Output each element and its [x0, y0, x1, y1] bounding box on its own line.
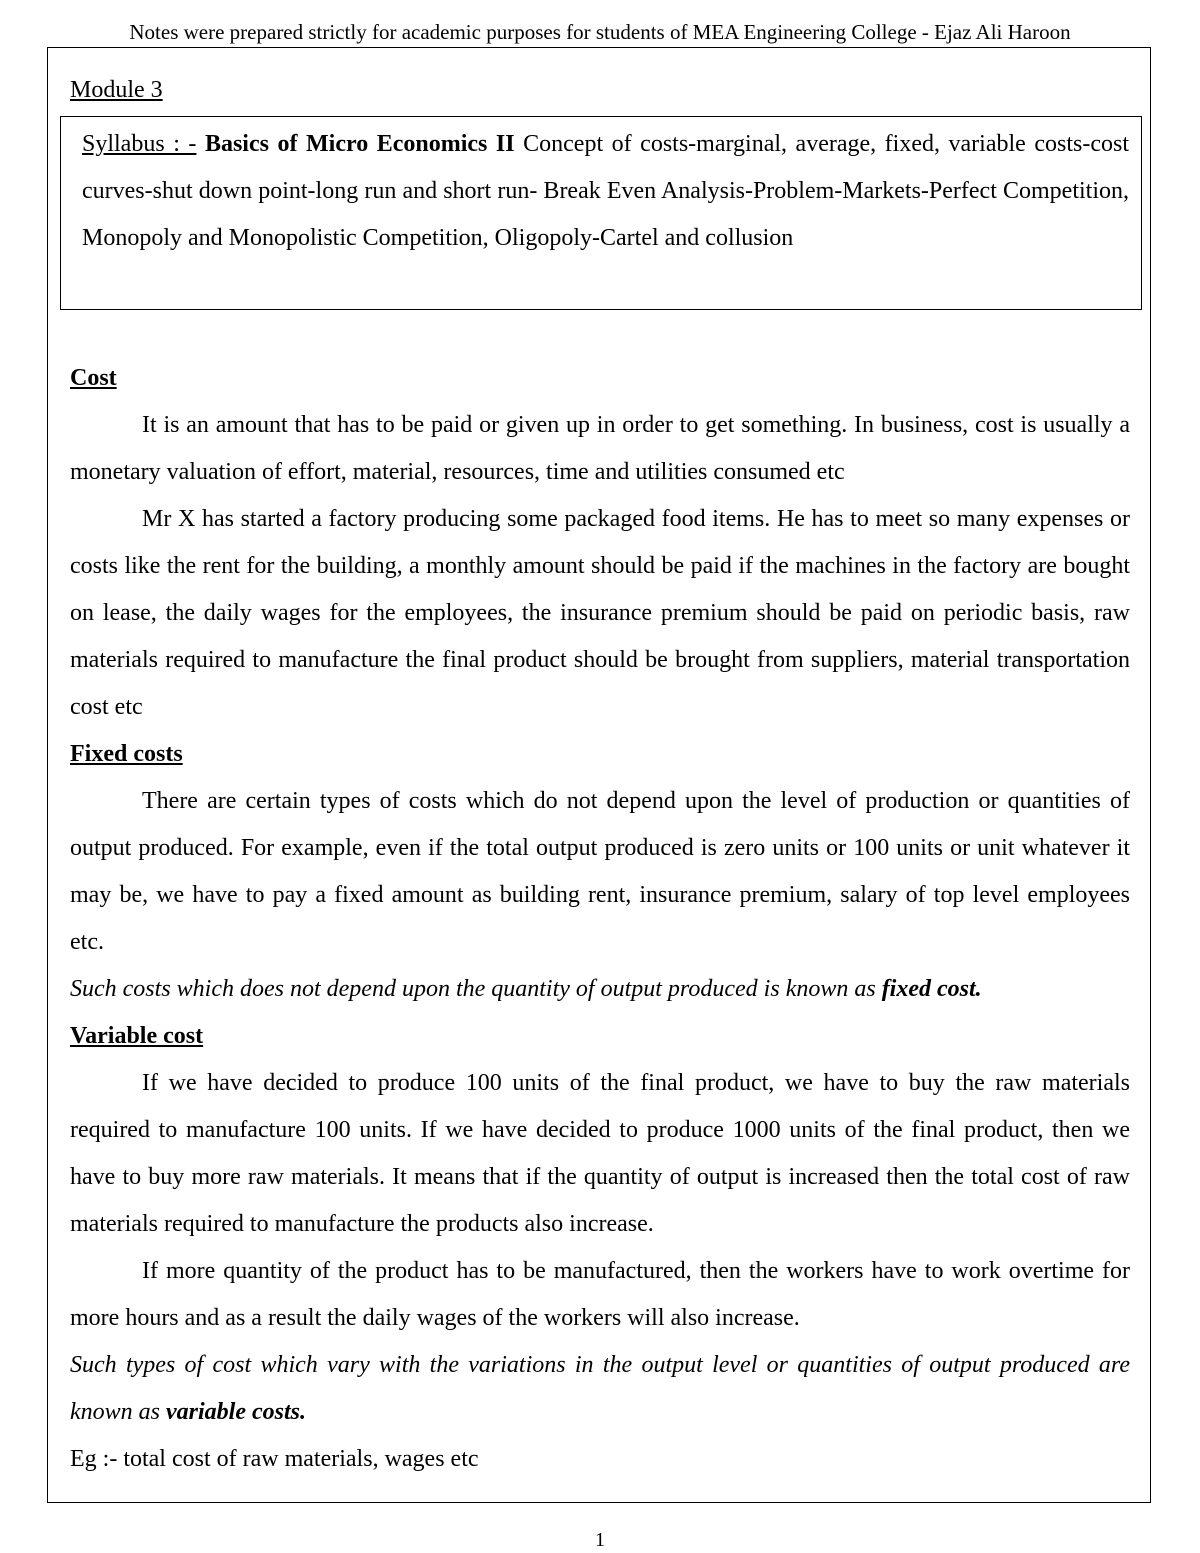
fixed-cost-definition [70, 966, 1130, 1013]
main-content [70, 355, 1130, 1483]
fixed-costs-heading: Fixed costs [70, 741, 183, 767]
page-header: Notes were prepared strictly for academic purposes for students of MEA Engineering College - Ejaz Ali Haroon [129, 20, 1071, 44]
variable-cost-paragraph-2: If more quantity of the product has to be manufactured, then the workers have to work overtime for more hours and as a result the daily wages of the workers will also increase. [70, 1258, 1130, 1331]
fixed-costs-paragraph: There are certain types of costs which do not depend upon the level of production or quantities of output produced. For example, even if the total output produced is zero units or 100 units or unit whatever it may be, we have to pay a fixed amount as building rent, insurance premium, salary of top level employees etc. [70, 788, 1130, 955]
variable-cost-term: variable costs. [166, 1399, 306, 1425]
fixed-cost-term: fixed cost. [881, 976, 982, 1002]
variable-cost-example: Eg :- total cost of raw materials, wages etc [70, 1446, 479, 1472]
cost-paragraph-1: It is an amount that has to be paid or given up in order to get something. In business, cost is usually a monetary valuation of effort, material, resources, time and utilities consumed etc [70, 412, 1130, 485]
variable-cost-definition-text: Such types of cost which vary with the variations in the output level or quantities of output produced are known as [70, 1352, 1130, 1425]
page-number: 1 [595, 1529, 605, 1551]
syllabus-heading: Basics of Micro Economics II [204, 131, 515, 157]
syllabus-box [60, 116, 1142, 310]
variable-cost-paragraph-1: If we have decided to produce 100 units of the final product, we have to buy the raw materials required to manufacture 100 units. If we have decided to produce 1000 units of the final product, then we have to buy more raw materials. It means that if the quantity of output is increased then the total cost of raw materials required to manufacture the products also increase. [70, 1070, 1130, 1237]
cost-heading: Cost [70, 365, 117, 391]
variable-cost-heading: Variable cost [70, 1023, 204, 1049]
fixed-cost-definition-text: Such costs which does not depend upon the quantity of output produced is known as [70, 976, 876, 1002]
syllabus-label: Syllabus : - [82, 131, 197, 157]
module-title: Module 3 [70, 77, 163, 103]
syllabus-text: Concept of costs-marginal, average, fixed, variable costs-cost curves-shut down point-long run and short run- Break Even Analysis-Problem-Markets-Perfect Competition, Monopoly and Monopolistic Competition, Oligopoly-Cartel and collusion [82, 131, 1129, 251]
cost-paragraph-2: Mr X has started a factory producing some packaged food items. He has to meet so many expenses or costs like the rent for the building, a monthly amount should be paid if the machines in the factory are bought on lease, the daily wages for the employees, the insurance premium should be paid on periodic basis, raw materials required to manufacture the final product should be brought from suppliers, material transportation cost etc [70, 506, 1130, 720]
variable-cost-definition [70, 1342, 1130, 1436]
